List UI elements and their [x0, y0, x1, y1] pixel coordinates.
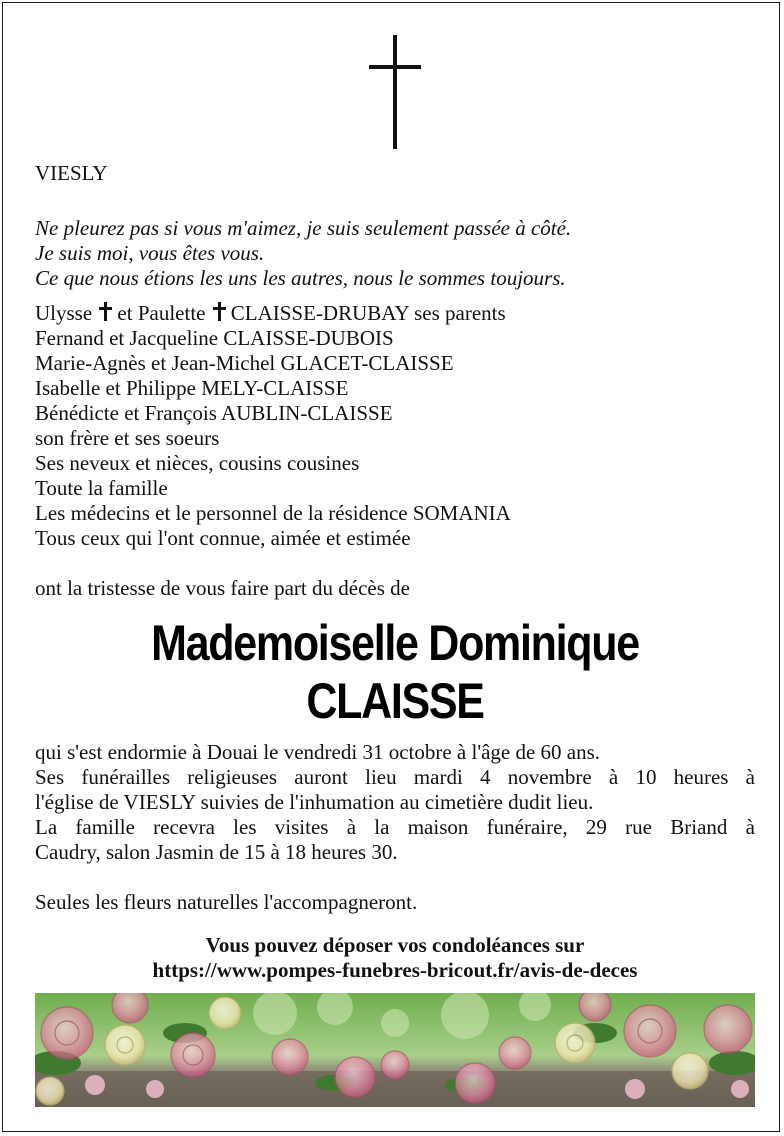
details-line: Caudry, salon Jasmin de 15 à 18 heures 30.	[35, 840, 398, 864]
parents-surname: CLAISSE-DRUBAY ses parents	[230, 301, 506, 325]
deceased-surname: CLAISSE	[306, 673, 484, 729]
parent-father: Ulysse	[35, 301, 93, 325]
location: VIESLY	[35, 161, 108, 185]
family-parents	[35, 301, 506, 326]
family-line: Tous ceux qui l'ont connue, aimée et estimée	[35, 526, 411, 550]
details-line: qui s'est endormie à Douai le vendredi 31 octobre à l'âge de 60 ans.	[35, 740, 601, 764]
details-line: Ses funérailles religieuses auront lieu mardi 4 novembre à 10 heures à	[35, 765, 755, 789]
condolences-text: Vous pouvez déposer vos condoléances sur	[205, 933, 585, 957]
deceased-cross-icon	[99, 302, 113, 321]
family-line: Toute la famille	[35, 476, 168, 500]
deceased-cross-icon	[213, 302, 227, 321]
parent-mother: et Paulette	[117, 301, 206, 325]
family-line: Fernand et Jacqueline CLAISSE-DUBOIS	[35, 326, 394, 350]
family-line: Bénédicte et François AUBLIN-CLAISSE	[35, 401, 393, 425]
family-line: Ses neveux et nièces, cousins cousines	[35, 451, 360, 475]
poem-line-2: Je suis moi, vous êtes vous.	[35, 241, 265, 265]
family-line: son frère et ses soeurs	[35, 426, 220, 450]
deceased-name: Mademoiselle Dominique	[151, 615, 639, 671]
details-line: La famille recevra les visites à la maison funéraire, 29 rue Briand à	[35, 815, 755, 839]
family-line: Les médecins et le personnel de la résidence SOMANIA	[35, 501, 511, 525]
poem-line-3: Ce que nous étions les uns les autres, nous le sommes toujours.	[35, 266, 566, 290]
condolences-url[interactable]: https://www.pompes-funebres-bricout.fr/avis-de-deces	[152, 958, 638, 982]
flowers-note: Seules les fleurs naturelles l'accompagneront.	[35, 890, 418, 914]
funeral-details	[35, 740, 755, 865]
poem-line-1: Ne pleurez pas si vous m'aimez, je suis seulement passée à côté.	[35, 216, 572, 240]
family-line: Marie-Agnès et Jean-Michel GLACET-CLAISSE	[35, 351, 454, 375]
details-line: l'église de VIESLY suivies de l'inhumation au cimetière dudit lieu.	[35, 790, 594, 814]
obituary-notice	[2, 2, 780, 1132]
family-line: Isabelle et Philippe MELY-CLAISSE	[35, 376, 349, 400]
cross-icon	[369, 35, 421, 149]
announcement: ont la tristesse de vous faire part du décès de	[35, 576, 410, 600]
roses-banner	[35, 993, 755, 1107]
